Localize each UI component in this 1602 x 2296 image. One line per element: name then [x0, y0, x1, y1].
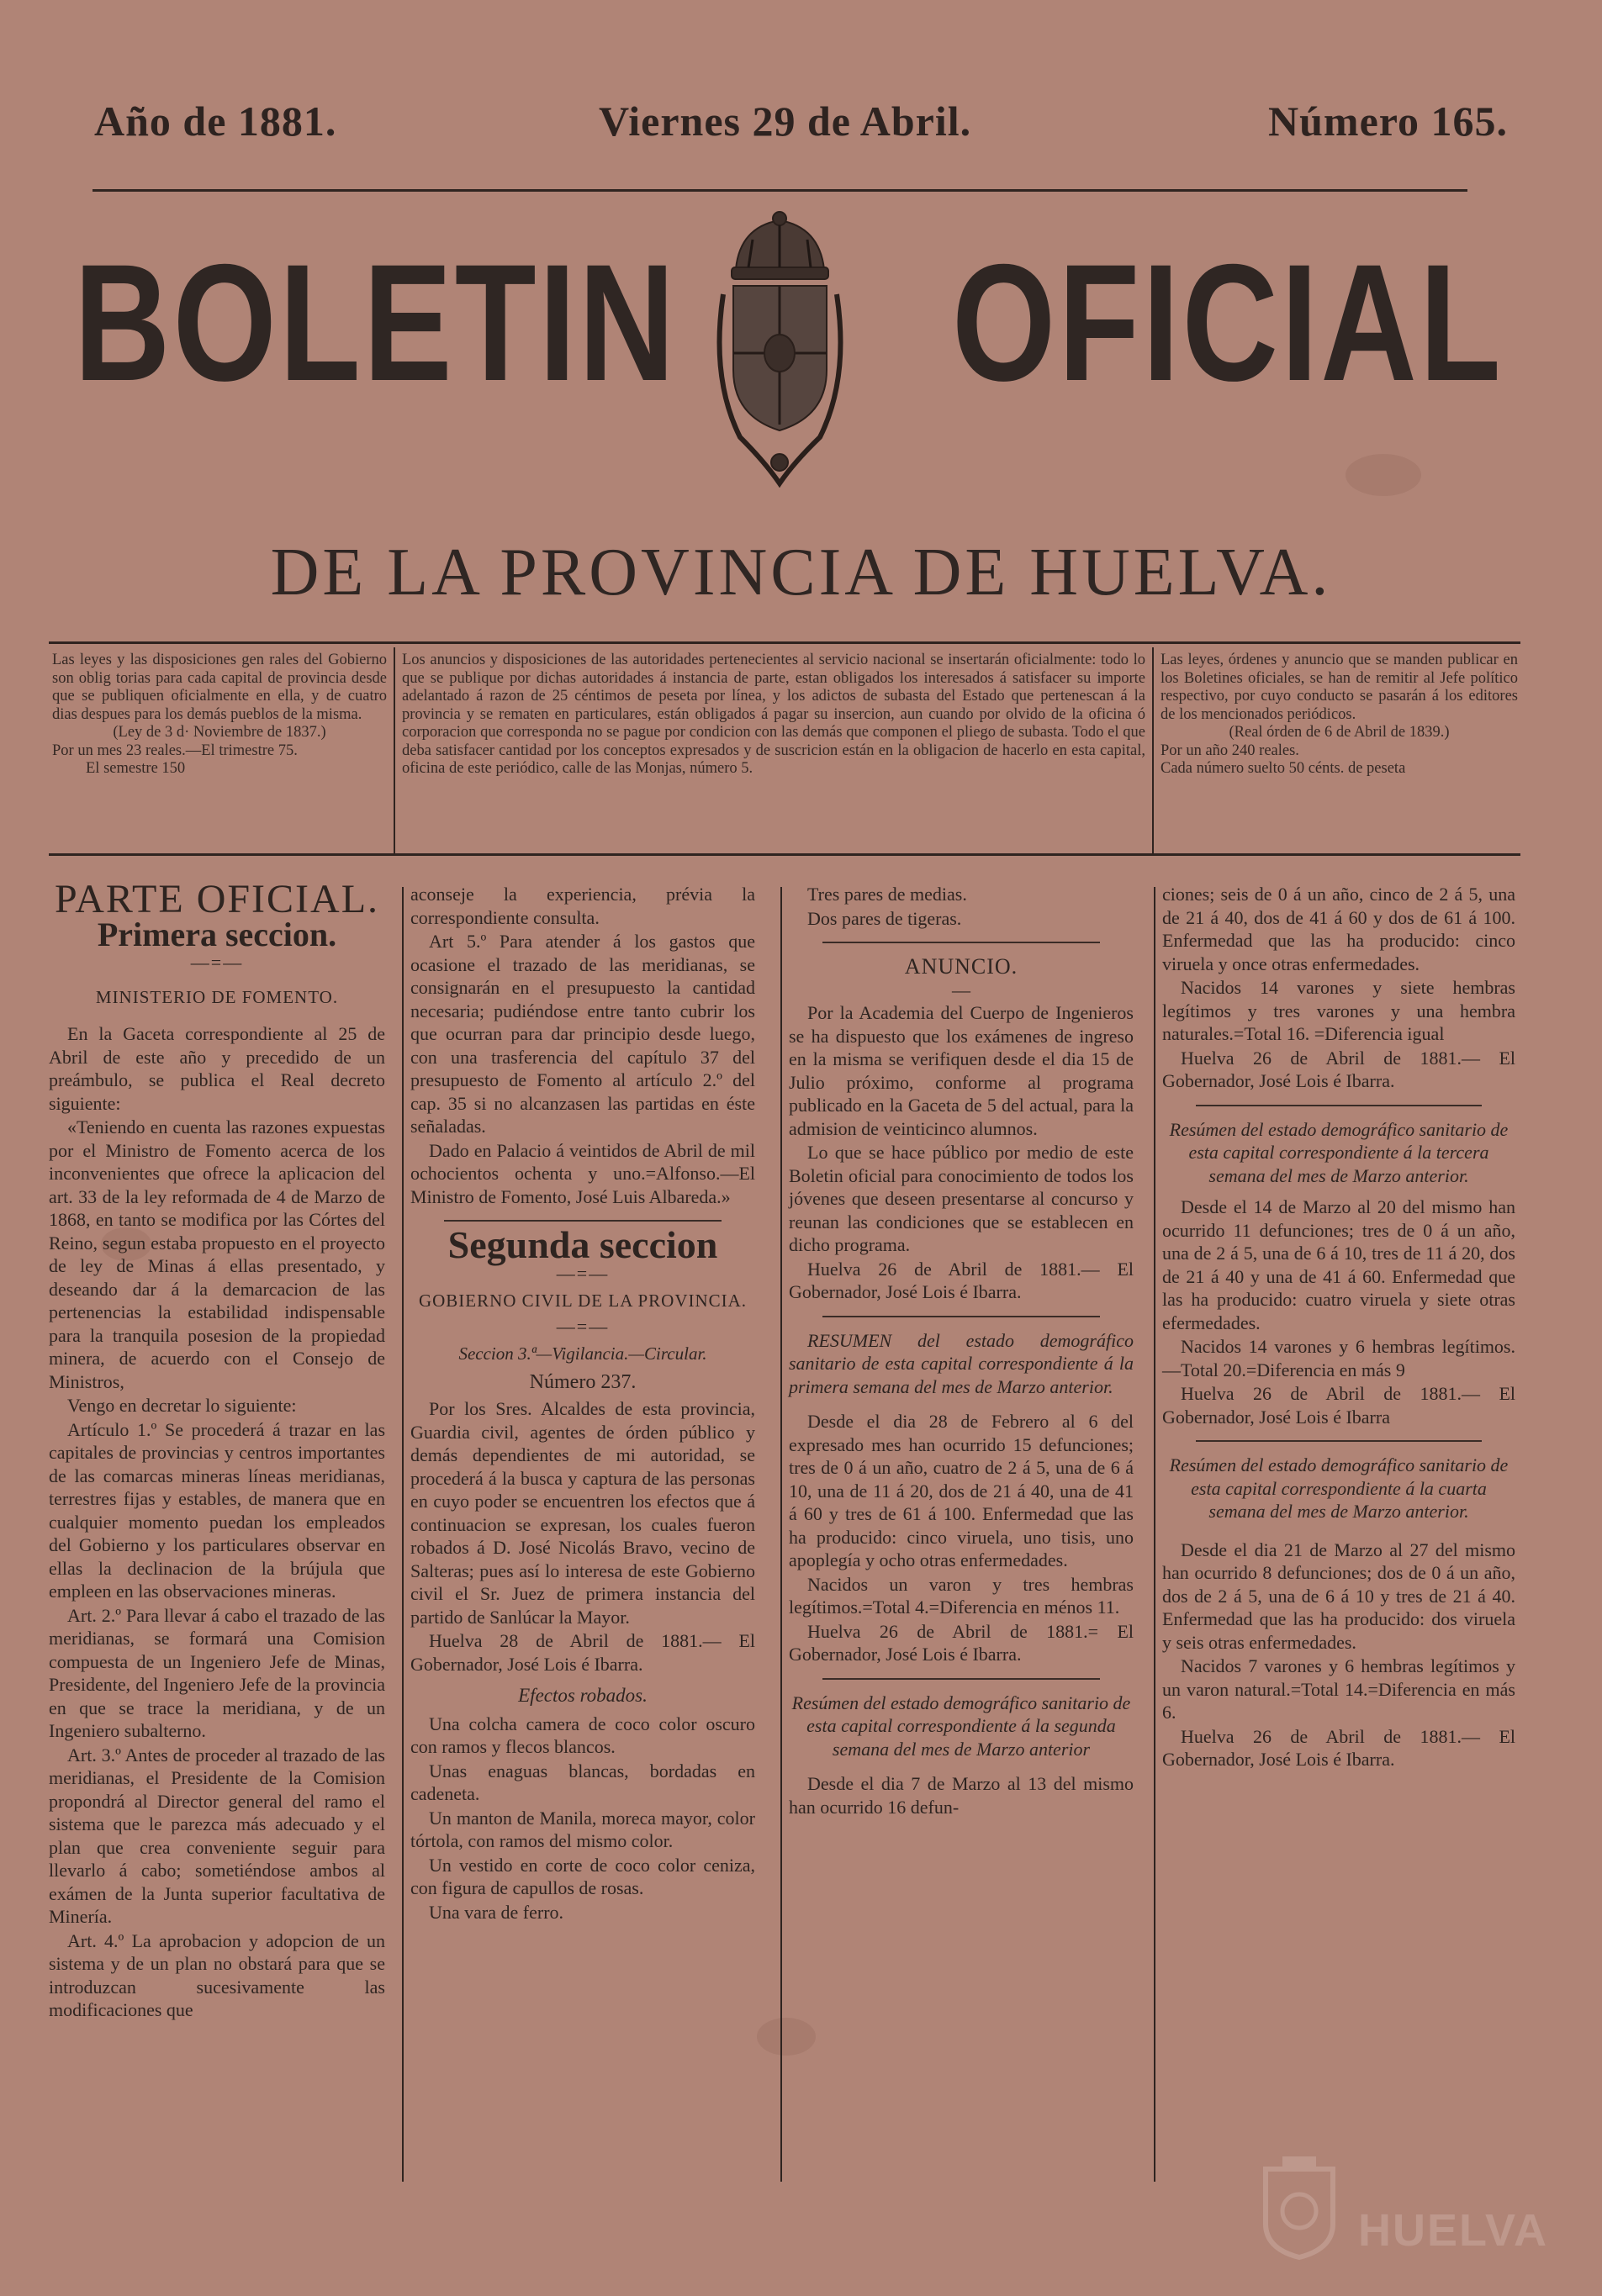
- article-paragraph: Huelva 26 de Abril de 1881.= El Gobernador, José Lois é Ibarra.: [789, 1620, 1134, 1665]
- paper-stain: [1346, 454, 1421, 496]
- masthead-oficial: OFICIAL: [952, 230, 1504, 415]
- article-paragraph: Art 5.º Para atender á los gastos que ocasione el trazado de las meridianas, se consignarán en el presupuesto la cantidad necesaria; pudiéndose entre tanto cubrir los que ocurran para dar principio desde luego, con una trasferencia del capítulo 37 del presupuesto de Fomento al artículo 2.º del cap. 35 si no alcanzasen las partidas en éste señaladas.: [410, 931, 755, 1137]
- list-item: Dos pares de tigeras.: [807, 907, 962, 929]
- notice-text: Por un año 240 reales.: [1161, 742, 1299, 759]
- column-divider: [1154, 887, 1155, 2182]
- resumen-title: Resúmen del estado demográfico sanitario de esta capital correspondiente á la tercera semana del mes de Marzo anterior.: [1169, 1118, 1509, 1186]
- column-1: [49, 877, 385, 2023]
- masthead-boletin: BOLETIN: [74, 230, 678, 415]
- archive-watermark: [1257, 2152, 1560, 2262]
- article-paragraph: Huelva 26 de Abril de 1881.— El Gobernador, José Lois é Ibarra.: [1162, 1047, 1515, 1091]
- notice-text: El semestre 150: [86, 760, 186, 777]
- article-paragraph: Desde el 14 de Marzo al 20 del mismo han ocurrido 11 defunciones; tres de 0 á un año, una de 2 á 5, una de 6 á 10, tres de 11 á 20, dos de 21 á 40 y una de 41 á 60. Enfermedad que las ha producido: cuatro viruela y siete otras efermedades.: [1162, 1196, 1515, 1333]
- resumen-title: RESUMEN del estado demográfico sanitario de esta capital correspondiente á la primera semana del mes de Marzo anterior.: [789, 1329, 1134, 1397]
- header-number: Número 165.: [1268, 98, 1509, 145]
- resumen-title: Resúmen del estado demográfico sanitario de esta capital correspondiente á la cuarta semana del mes de Marzo anterior.: [1169, 1454, 1509, 1522]
- section-rule: [822, 942, 1100, 943]
- column-4: [1162, 883, 1515, 1772]
- notice-text: Cada número suelto 50 cénts. de peseta: [1161, 760, 1406, 777]
- notice-text: (Real órden de 6 de Abril de 1839.): [1229, 724, 1450, 741]
- gobierno-heading: GOBIERNO CIVIL DE LA PROVINCIA.: [418, 1291, 748, 1311]
- article-paragraph: Vengo en decretar lo siguiente:: [67, 1395, 297, 1416]
- notice-divider: [394, 647, 395, 853]
- article-paragraph: Huelva 26 de Abril de 1881.— El Gobernador, José Lois é Ibarra.: [789, 1258, 1134, 1302]
- column-divider: [780, 887, 782, 2182]
- article-paragraph: Artículo 1.º Se procederá á trazar en las capitales de provincias y centros importantes de las comarcas mineras líneas meridianas, terrestres fijas y estables, de manera que en cualquier momento puedan los empleados del Gobierno y los particulares observar en ellas la declinacion de la brújula que empleen en las observaciones mineras.: [49, 1418, 385, 1602]
- column-divider: [402, 887, 404, 2182]
- separator: —=—: [556, 1262, 610, 1284]
- efectos-heading: Efectos robados.: [518, 1685, 648, 1706]
- article-paragraph: Nacidos 7 varones y 6 hembras legítimos y un varon natural.=Total 14.=Diferencia en más 6.: [1162, 1655, 1515, 1723]
- article-paragraph: Nacidos 14 varones y siete hembras legítimos y tres varones y una hembra naturales.=Total 16. =Diferencia igual: [1162, 977, 1515, 1044]
- header-date: Viernes 29 de Abril.: [599, 98, 972, 145]
- notice-bottom-rule: [49, 853, 1520, 856]
- list-item: Tres pares de medias.: [807, 884, 967, 905]
- list-item: Una colcha camera de coco color oscuro con ramos y flecos blancos.: [410, 1713, 755, 1757]
- paper-stain: [757, 2018, 816, 2056]
- column-2: [410, 883, 755, 1924]
- separator: —=—: [556, 1315, 610, 1337]
- article-paragraph: aconseje la experiencia, prévia la correspondiente consulta.: [410, 884, 755, 928]
- header-year: Año de 1881.: [94, 98, 337, 145]
- article-paragraph: Por los Sres. Alcaldes de esta provincia, Guardia civil, agentes de órden público y demás dependientes de mi autoridad, se procederá á la busca y captura de las personas en cuyo poder se encuentren los efectos que á continuacion se expresan, los cuales fueron robados á D. José Nicolás Bravo, vecino de Salteras; pues así lo interesa de este Gobierno civil el Sr. Juez de primera instancia del partido de Sanlúcar la Mayor.: [410, 1398, 755, 1628]
- masthead-subtitle: DE LA PROVINCIA DE HUELVA.: [270, 536, 1332, 610]
- article-paragraph: Por la Academia del Cuerpo de Ingenieros se ha dispuesto que los exámenes de ingreso en la misma se verifiquen desde el dia 15 de Julio próximo, conforme al programa publicado en la Gaceta de 5 del actual, para la admision de veinticinco alumnos.: [789, 1002, 1134, 1139]
- list-item: Unas enaguas blancas, bordadas en cadeneta.: [410, 1760, 755, 1804]
- notice-right: [1161, 652, 1518, 779]
- article-paragraph: Nacidos 14 varones y 6 hembras legítimos.—Total 20.=Diferencia en más 9: [1162, 1336, 1515, 1380]
- section-rule: [444, 1220, 722, 1222]
- watermark-label: HUELVA: [1358, 2205, 1548, 2256]
- parte-oficial-heading: PARTE OFICIAL.: [54, 877, 380, 921]
- article-paragraph: En la Gaceta correspondiente al 25 de Abril de este año y precedido de un preámbulo, se publica el Real decreto siguiente:: [49, 1023, 385, 1114]
- article-paragraph: «Teniendo en cuenta las razones expuestas por el Ministro de Fomento acerca de los inconvenientes que ofrece la aplicacion del art. 33 de la ley reformada de 4 de Marzo de 1868, en tanto se modifica por las Córtes del Reino, segun estaba propuesto en el proyecto de ley de Minas á ellas presentado, y deseando dar á la demarcacion de las pertenencias la estabilidad indispensable para la tranquila posesion de la propiedad minera, de acuerdo con el Consejo de Ministros,: [49, 1116, 385, 1392]
- article-paragraph: Art. 3.º Antes de proceder al trazado de las meridianas, el Presidente de la Comision propondrá al Director general del ramo el sistema que le parezca más adecuado y el plan que crea conveniente seguir para llevarlo á cabo; sometiéndose ambos al exámen de la Junta superior facultativa de Minería.: [49, 1744, 385, 1927]
- separator: —=—: [190, 952, 244, 973]
- notice-text: Las leyes, órdenes y anuncio que se manden publicar en los Boletines oficiales, se han de remitir al Jefe político respectivo, por cuyo conducto se pasarán á los editores de los mencionados periódicos.: [1161, 652, 1518, 723]
- notice-top-rule: [49, 641, 1520, 644]
- article-paragraph: Art. 2.º Para llevar á cabo el trazado de las meridianas, se formará una Comision compuesta de un Ingeniero Jefe de Minas, Presidente, del Ingeniero Jefe de la provincia en que se trace la meridiana, y de un Ingeniero subalterno.: [49, 1604, 385, 1741]
- notice-center: [402, 652, 1145, 779]
- article-paragraph: Huelva 26 de Abril de 1881.— El Gobernador, José Lois é Ibarra.: [1162, 1725, 1515, 1770]
- archive-logo-icon: [1257, 2152, 1341, 2262]
- notice-left: [52, 652, 387, 779]
- article-paragraph: Desde el dia 21 de Marzo al 27 del mismo han ocurrido 8 defunciones; dos de 0 á un año, dos de 2 á 5, una de 6 á 10 y tres de 21 á 40. Enfermedad que las ha producido: dos viruela y seis otras enfermedades.: [1162, 1539, 1515, 1653]
- article-paragraph: Lo que se hace público por medio de este Boletin oficial para conocimiento de todos los jóvenes que deseen presentarse al concurso y reunan las condiciones que se establecen en dicho programa.: [789, 1142, 1134, 1255]
- section-rule: [822, 1316, 1100, 1317]
- section-rule: [1196, 1440, 1482, 1442]
- notice-text: Los anuncios y disposiciones de las autoridades pertenecientes al servicio nacional se insertarán oficialmente: todo lo que se publique por dichas autoridades á instancia de parte, estan obligados los interesados á satisfacer su importe adelantado á razon de 25 céntimos de peseta por línea, y los adictos de subasta del Estado que pertenescan á la provincia y se rematen en particulares, están obligados á pagar su insercion, aun cuando por olvido de la oficina ó corporacion que corresponda no se pague por condicion con las demás que componen el pliego de subasta. Todo el que deba satisfacer cantidad por los conceptos expresados y de suscricion están en la obligacion de hacerlo en esta capital, oficina de este periódico, calle de las Monjas, número 5.: [402, 652, 1145, 777]
- resumen-title: Resúmen del estado demográfico sanitario de esta capital correspondiente á la segunda semana del mes de Marzo anterior: [791, 1692, 1131, 1760]
- notice-text: Las leyes y las disposiciones gen rales del Gobierno son oblig torias para cada capital de provincia desde que se publiquen oficialmente en ella, y de cuatro dias despues para los demás pueblos de la misma.: [52, 652, 387, 723]
- article-paragraph: Desde el dia 28 de Febrero al 6 del expresado mes han ocurrido 15 defunciones; tres de 0 á un año, cuatro de 2 á 5, una de 6 á 10, una de 11 á 20, dos de 21 á 40, una de 41 á 60 y tres de 61 á 100. Enfermedad que las ha producido: cinco viruela, uno tisis, uno apoplegía y ocho otras enfermedades.: [789, 1411, 1134, 1570]
- separator: —: [952, 979, 970, 1000]
- notice-text: Por un mes 23 reales.—El trimestre 75.: [52, 742, 298, 759]
- primera-seccion-heading: Primera seccion.: [97, 915, 337, 953]
- article-paragraph: Dado en Palacio á veintidos de Abril de mil ochocientos ochenta y uno.=Alfonso.—El Ministro de Fomento, José Luis Albareda.»: [410, 1139, 755, 1207]
- article-paragraph: Nacidos un varon y tres hembras legítimos.=Total 4.=Diferencia en ménos 11.: [789, 1573, 1134, 1618]
- notice-text: (Ley de 3 d· Noviembre de 1837.): [113, 724, 326, 741]
- article-paragraph: ciones; seis de 0 á un año, cinco de 2 á 5, una de 21 á 40, dos de 41 á 60 y dos de 61 á 100. Enfermedad que las ha producido: cinco viruela y once otras enfermedades.: [1162, 884, 1515, 974]
- header-rule: [93, 189, 1467, 192]
- article-paragraph: Desde el dia 7 de Marzo al 13 del mismo han ocurrido 16 defun-: [789, 1773, 1134, 1818]
- circular-subheading: Seccion 3.ª—Vigilancia.—Circular.: [458, 1343, 707, 1364]
- article-paragraph: Huelva 28 de Abril de 1881.— El Gobernador, José Lois é Ibarra.: [410, 1630, 755, 1675]
- royal-coat-of-arms: [706, 210, 854, 488]
- section-rule: [1196, 1105, 1482, 1106]
- list-item: Una vara de ferro.: [429, 1901, 564, 1923]
- list-item: Un vestido en corte de coco color ceniza, con figura de capullos de rosas.: [410, 1854, 755, 1898]
- numero-heading: Número 237.: [529, 1370, 637, 1393]
- ministerio-heading: MINISTERIO DE FOMENTO.: [95, 986, 339, 1007]
- segunda-seccion-heading: Segunda seccion: [447, 1223, 718, 1266]
- list-item: Un manton de Manila, moreca mayor, color tórtola, con ramos del mismo color.: [410, 1807, 755, 1851]
- article-paragraph: Art. 4.º La aprobacion y adopcion de un sistema y de un plan no obstará para que se introduzcan sucesivamente las modificaciones que: [49, 1929, 385, 2020]
- column-3: [789, 883, 1134, 1819]
- section-rule: [822, 1678, 1100, 1680]
- notice-divider: [1152, 647, 1154, 853]
- article-paragraph: Huelva 26 de Abril de 1881.— El Gobernador, José Lois é Ibarra: [1162, 1383, 1515, 1428]
- anuncio-heading: ANUNCIO.: [904, 954, 1018, 979]
